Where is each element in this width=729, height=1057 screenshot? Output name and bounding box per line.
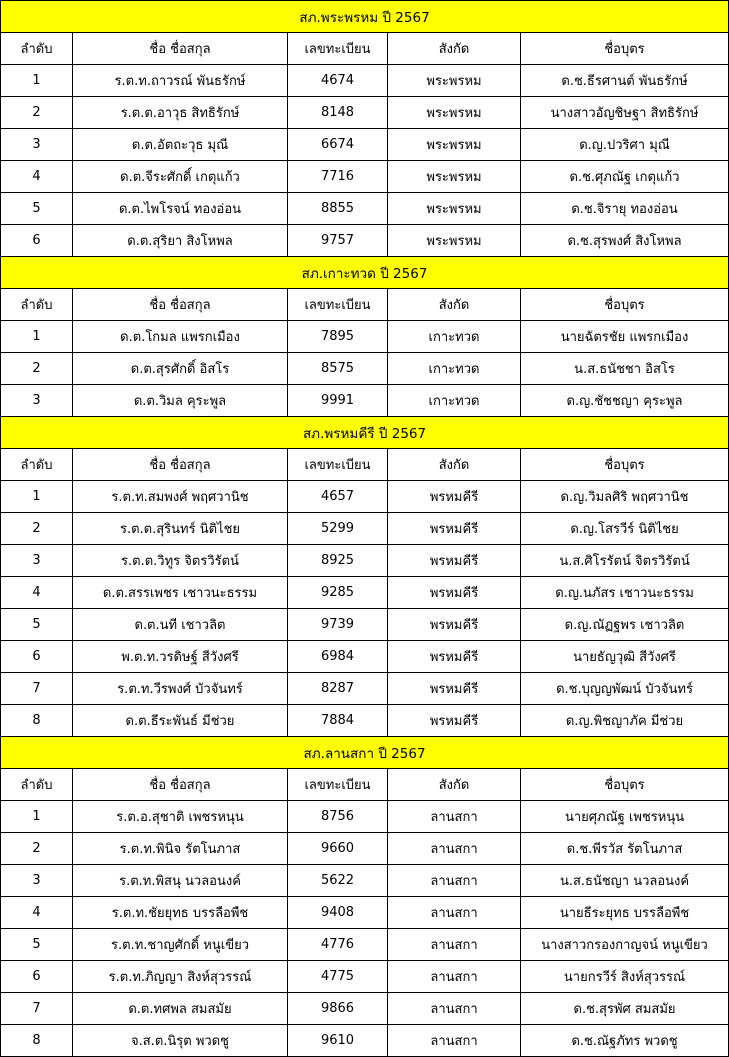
col-unit-cell: เกาะทวด: [388, 353, 521, 385]
column-header-index: ลำดับ: [1, 289, 73, 321]
col-registration-cell: 8925: [288, 545, 388, 577]
col-registration-cell: 8855: [288, 193, 388, 225]
table-row: [1, 897, 729, 929]
col-unit-cell: ลานสกา: [388, 801, 521, 833]
col-index-cell: 4: [1, 161, 73, 193]
col-unit-cell: ลานสกา: [388, 1025, 521, 1057]
col-name-cell: ร.ต.ท.ภิญญา สิงห์สุวรรณ์: [73, 961, 288, 993]
col-unit-cell: พรหมคีรี: [388, 545, 521, 577]
col-name-cell: ร.ต.ท.ถาวรณ์ พันธรักษ์: [73, 65, 288, 97]
table-row: [1, 929, 729, 961]
col-unit-cell: พรหมคีรี: [388, 609, 521, 641]
col-unit-cell: ลานสกา: [388, 961, 521, 993]
col-child-name-cell: นายฉัตรชัย แพรกเมือง: [521, 321, 729, 353]
col-index-cell: 1: [1, 321, 73, 353]
column-header-child-name: ชื่อบุตร: [521, 449, 729, 481]
col-child-name-cell: นายธีระยุทธ บรรลือพืช: [521, 897, 729, 929]
col-name-cell: ด.ต.วิมล คุระพูล: [73, 385, 288, 417]
section-title-row: [1, 257, 729, 289]
col-name-cell: ด.ต.สุริยา สิงโหพล: [73, 225, 288, 257]
col-registration-cell: 4674: [288, 65, 388, 97]
col-name-cell: ด.ต.ธีระพันธ์ มีช่วย: [73, 705, 288, 737]
column-header-unit: สังกัด: [388, 769, 521, 801]
col-index-cell: 4: [1, 897, 73, 929]
col-registration-cell: 8148: [288, 97, 388, 129]
col-child-name-cell: ด.ญ.ปวริศา มุณี: [521, 129, 729, 161]
col-registration-cell: 9610: [288, 1025, 388, 1057]
col-child-name-cell: ด.ช.ธีรศานต์ พันธรักษ์: [521, 65, 729, 97]
col-unit-cell: พรหมคีรี: [388, 705, 521, 737]
table-row: [1, 641, 729, 673]
col-unit-cell: ลานสกา: [388, 833, 521, 865]
table-row: [1, 577, 729, 609]
col-unit-cell: พระพรหม: [388, 97, 521, 129]
column-header-registration: เลขทะเบียน: [288, 289, 388, 321]
col-name-cell: ร.ต.ท.วีรพงศ์ บัวจันทร์: [73, 673, 288, 705]
table-row: [1, 961, 729, 993]
col-name-cell: จ.ส.ต.นิรุต พวดชู: [73, 1025, 288, 1057]
table-row: [1, 993, 729, 1025]
col-registration-cell: 8575: [288, 353, 388, 385]
column-header-index: ลำดับ: [1, 33, 73, 65]
col-registration-cell: 9757: [288, 225, 388, 257]
col-index-cell: 5: [1, 609, 73, 641]
col-unit-cell: พระพรหม: [388, 161, 521, 193]
col-name-cell: ด.ต.ไพโรจน์ ทองอ่อน: [73, 193, 288, 225]
col-index-cell: 3: [1, 385, 73, 417]
table-row: [1, 705, 729, 737]
col-child-name-cell: ด.ช.ศุภณัฐ เกตุแก้ว: [521, 161, 729, 193]
col-registration-cell: 7895: [288, 321, 388, 353]
col-index-cell: 7: [1, 993, 73, 1025]
table-row: [1, 129, 729, 161]
table-body: [1, 1, 729, 1057]
column-header-row: [1, 33, 729, 65]
col-registration-cell: 9866: [288, 993, 388, 1025]
col-unit-cell: พระพรหม: [388, 225, 521, 257]
table-row: [1, 673, 729, 705]
section-title: สภ.เกาะทวด ปี 2567: [1, 257, 729, 289]
col-registration-cell: 9285: [288, 577, 388, 609]
column-header-unit: สังกัด: [388, 449, 521, 481]
table-row: [1, 353, 729, 385]
col-index-cell: 2: [1, 353, 73, 385]
col-child-name-cell: ด.ช.สุรพัศ สมสมัย: [521, 993, 729, 1025]
col-index-cell: 3: [1, 129, 73, 161]
col-child-name-cell: นางสาวอัญชิษฐา สิทธิรักษ์: [521, 97, 729, 129]
table-row: [1, 801, 729, 833]
column-header-child-name: ชื่อบุตร: [521, 289, 729, 321]
col-child-name-cell: ด.ช.จิรายุ ทองอ่อน: [521, 193, 729, 225]
col-registration-cell: 5299: [288, 513, 388, 545]
col-index-cell: 6: [1, 225, 73, 257]
col-child-name-cell: ด.ช.บุญญพัฒน์ บัวจันทร์: [521, 673, 729, 705]
section-title: สภ.ลานสกา ปี 2567: [1, 737, 729, 769]
col-child-name-cell: นายศุภณัฐ เพชรหนุน: [521, 801, 729, 833]
col-unit-cell: พรหมคีรี: [388, 673, 521, 705]
col-index-cell: 8: [1, 1025, 73, 1057]
col-index-cell: 1: [1, 65, 73, 97]
table-row: [1, 193, 729, 225]
col-registration-cell: 4775: [288, 961, 388, 993]
column-header-child-name: ชื่อบุตร: [521, 33, 729, 65]
col-unit-cell: ลานสกา: [388, 993, 521, 1025]
col-unit-cell: ลานสกา: [388, 929, 521, 961]
column-header-name: ชื่อ ชื่อสกุล: [73, 33, 288, 65]
col-child-name-cell: นายกรวีร์ สิงห์สุวรรณ์: [521, 961, 729, 993]
col-name-cell: ร.ต.ท.ชาญศักดิ์ หนูเขียว: [73, 929, 288, 961]
col-index-cell: 3: [1, 545, 73, 577]
col-index-cell: 3: [1, 865, 73, 897]
col-name-cell: ร.ต.ท.พิสนุ นวลอนงค์: [73, 865, 288, 897]
column-header-child-name: ชื่อบุตร: [521, 769, 729, 801]
col-child-name-cell: น.ส.ศิโรรัตน์ จิตรวิรัตน์: [521, 545, 729, 577]
table-row: [1, 833, 729, 865]
col-name-cell: ด.ต.สรรเพชร เชาวนะธรรม: [73, 577, 288, 609]
col-index-cell: 1: [1, 801, 73, 833]
col-name-cell: ร.ต.อ.สุชาติ เพชรหนุน: [73, 801, 288, 833]
col-name-cell: ร.ต.ต.อาวุธ สิทธิรักษ์: [73, 97, 288, 129]
col-name-cell: ด.ต.โกมล แพรกเมือง: [73, 321, 288, 353]
col-name-cell: ด.ต.จีระศักดิ์ เกตุแก้ว: [73, 161, 288, 193]
col-index-cell: 1: [1, 481, 73, 513]
column-header-row: [1, 289, 729, 321]
table-row: [1, 865, 729, 897]
table-row: [1, 321, 729, 353]
col-name-cell: ด.ต.สุรศักดิ์ อิสโร: [73, 353, 288, 385]
col-name-cell: ด.ต.ทศพล สมสมัย: [73, 993, 288, 1025]
col-unit-cell: พระพรหม: [388, 129, 521, 161]
col-child-name-cell: ด.ญ.วิมลศิริ พฤศวานิช: [521, 481, 729, 513]
table-row: [1, 65, 729, 97]
col-name-cell: ร.ต.ต.วิทูร จิตรวิรัตน์: [73, 545, 288, 577]
table-row: [1, 161, 729, 193]
column-header-registration: เลขทะเบียน: [288, 33, 388, 65]
table-row: [1, 1025, 729, 1057]
col-unit-cell: เกาะทวด: [388, 321, 521, 353]
col-registration-cell: 8756: [288, 801, 388, 833]
col-index-cell: 6: [1, 961, 73, 993]
col-registration-cell: 9739: [288, 609, 388, 641]
table-row: [1, 385, 729, 417]
col-index-cell: 4: [1, 577, 73, 609]
col-child-name-cell: นางสาวกรองกาญจน์ หนูเขียว: [521, 929, 729, 961]
col-unit-cell: พรหมคีรี: [388, 513, 521, 545]
column-header-name: ชื่อ ชื่อสกุล: [73, 449, 288, 481]
column-header-index: ลำดับ: [1, 449, 73, 481]
col-unit-cell: พรหมคีรี: [388, 641, 521, 673]
col-unit-cell: เกาะทวด: [388, 385, 521, 417]
col-index-cell: 2: [1, 513, 73, 545]
col-unit-cell: พรหมคีรี: [388, 481, 521, 513]
col-name-cell: ร.ต.ต.สุรินทร์ นิติไชย: [73, 513, 288, 545]
col-registration-cell: 7884: [288, 705, 388, 737]
col-child-name-cell: ด.ญ.พิชญาภัค มีช่วย: [521, 705, 729, 737]
section-title-row: [1, 1, 729, 33]
col-registration-cell: 9408: [288, 897, 388, 929]
column-header-index: ลำดับ: [1, 769, 73, 801]
column-header-registration: เลขทะเบียน: [288, 449, 388, 481]
col-name-cell: พ.ต.ท.วรดิษฐ์ สีวังศรี: [73, 641, 288, 673]
col-registration-cell: 6984: [288, 641, 388, 673]
col-index-cell: 5: [1, 193, 73, 225]
col-registration-cell: 9991: [288, 385, 388, 417]
section-title: สภ.พระพรหม ปี 2567: [1, 1, 729, 33]
col-index-cell: 2: [1, 833, 73, 865]
table-row: [1, 97, 729, 129]
col-unit-cell: ลานสกา: [388, 865, 521, 897]
col-child-name-cell: น.ส.ธนัชชา อิสโร: [521, 353, 729, 385]
column-header-unit: สังกัด: [388, 289, 521, 321]
col-registration-cell: 6674: [288, 129, 388, 161]
table-row: [1, 513, 729, 545]
table-row: [1, 545, 729, 577]
column-header-row: [1, 449, 729, 481]
column-header-unit: สังกัด: [388, 33, 521, 65]
col-child-name-cell: ด.ญ.นภัสร เชาวนะธรรม: [521, 577, 729, 609]
section-title-row: [1, 737, 729, 769]
col-name-cell: ด.ต.อัตถะวุธ มุณี: [73, 129, 288, 161]
col-index-cell: 6: [1, 641, 73, 673]
col-index-cell: 8: [1, 705, 73, 737]
col-index-cell: 7: [1, 673, 73, 705]
col-child-name-cell: ด.ญ.ชัชชญา คุระพูล: [521, 385, 729, 417]
col-child-name-cell: ด.ช.สุรพงศ์ สิงโหพล: [521, 225, 729, 257]
col-name-cell: ด.ต.นที เชาวลิต: [73, 609, 288, 641]
col-registration-cell: 5622: [288, 865, 388, 897]
col-child-name-cell: นายธัญวุฒิ สีวังศรี: [521, 641, 729, 673]
col-child-name-cell: ด.ช.พีรวัส รัตโนภาส: [521, 833, 729, 865]
table-row: [1, 609, 729, 641]
col-registration-cell: 4776: [288, 929, 388, 961]
col-index-cell: 2: [1, 97, 73, 129]
col-child-name-cell: ด.ญ.โสรวีร์ นิติไชย: [521, 513, 729, 545]
col-name-cell: ร.ต.ท.พินิจ รัตโนภาส: [73, 833, 288, 865]
col-unit-cell: พระพรหม: [388, 193, 521, 225]
col-registration-cell: 8287: [288, 673, 388, 705]
col-registration-cell: 7716: [288, 161, 388, 193]
column-header-name: ชื่อ ชื่อสกุล: [73, 289, 288, 321]
table-row: [1, 225, 729, 257]
column-header-row: [1, 769, 729, 801]
col-unit-cell: ลานสกา: [388, 897, 521, 929]
col-unit-cell: พรหมคีรี: [388, 577, 521, 609]
section-title-row: [1, 417, 729, 449]
column-header-registration: เลขทะเบียน: [288, 769, 388, 801]
col-registration-cell: 4657: [288, 481, 388, 513]
col-child-name-cell: น.ส.ธนัชญา นวลอนงค์: [521, 865, 729, 897]
col-child-name-cell: ด.ญ.ณัฏฐพร เชาวลิต: [521, 609, 729, 641]
section-title: สภ.พรหมคีรี ปี 2567: [1, 417, 729, 449]
table-row: [1, 481, 729, 513]
col-child-name-cell: ด.ช.ณัฐภัทร พวดชู: [521, 1025, 729, 1057]
column-header-name: ชื่อ ชื่อสกุล: [73, 769, 288, 801]
col-index-cell: 5: [1, 929, 73, 961]
col-name-cell: ร.ต.ท.สมพงศ์ พฤศวานิช: [73, 481, 288, 513]
col-registration-cell: 9660: [288, 833, 388, 865]
col-name-cell: ร.ต.ท.ชัยยุทธ บรรลือพืช: [73, 897, 288, 929]
col-unit-cell: พระพรหม: [388, 65, 521, 97]
